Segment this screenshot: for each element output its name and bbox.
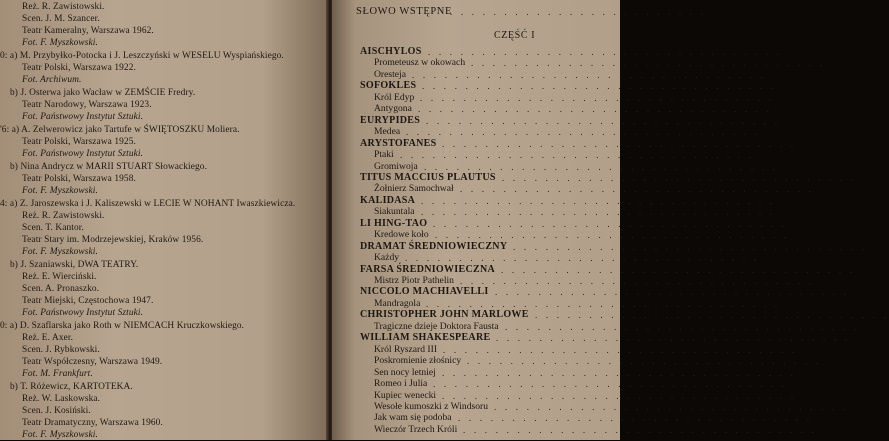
- toc-work-entry: Antygona: [374, 103, 412, 114]
- toc-work-entry: Medea: [374, 126, 401, 137]
- toc-dot-leader: . . . . . . . . . . . . . . . . . . . . . . . . . . . . . . . . .: [426, 299, 781, 309]
- part-one-heading: CZĘŚĆ I: [494, 30, 536, 41]
- toc-dot-leader: . . . . . . . . . . . . . . . . . . . . . . . . . . . . . . . . .: [400, 150, 755, 160]
- toc-dot-leader: . . . . . . . . . . . . . . . . . . . . . . . . . . . . . . . . .: [505, 322, 860, 332]
- toc-dot-leader: . . . . . . . . . . . . . . . . . . . . . . . . . . . . . . . . .: [442, 391, 797, 401]
- foreword-heading: SŁOWO WSTĘPNE: [356, 6, 452, 17]
- toc-work-entry: Kredowe koło: [374, 229, 429, 240]
- caption-line: Reż. R. Zawistowski.: [22, 2, 105, 12]
- toc-author-entry: AISCHYLOS: [360, 46, 422, 57]
- caption-line: Fot. M. Frankfurt.: [22, 369, 93, 379]
- toc-dot-leader: . . . . . . . . . . . . . . . . . . . . . . . . . . . . . . . . .: [442, 368, 797, 378]
- caption-line: Teatr Kameralny, Warszawa 1962.: [22, 26, 154, 36]
- toc-dot-leader: . . . . . . . . . . . . . . . . . . . . . . . . . . . . . . . . .: [471, 58, 826, 68]
- toc-author-entry: NICCOLO MACHIAVELLI: [360, 286, 489, 297]
- toc-dot-leader: . . . . . . . . . . . . . . . . . . . . . . . . . . . . . . . . .: [513, 242, 868, 252]
- caption-line: Teatr Miejski, Częstochowa 1947.: [22, 296, 154, 306]
- toc-dot-leader: . . . . . . . . . . . . . . . . . . . . . . . . . . . . . . . . .: [421, 207, 776, 217]
- toc-work-entry: Każdy: [374, 252, 400, 263]
- caption-line: Fot. Państwowy Instytut Sztuki.: [22, 308, 144, 318]
- caption-line: Fot. Państwowy Instytut Sztuki.: [22, 149, 144, 159]
- toc-work-entry: Mistrz Piotr Pathelin: [374, 275, 454, 286]
- toc-work-entry: Jak wam się podoba: [374, 412, 452, 423]
- toc-work-entry: Mandragola: [374, 298, 421, 309]
- toc-work-entry: Prometeusz w okowach: [374, 57, 466, 68]
- caption-line: Scen. J. Kosiński.: [22, 406, 91, 416]
- caption-line: Fot. Archiwum.: [22, 75, 82, 85]
- toc-work-entry: Wieczór Trzech Króli: [374, 424, 458, 435]
- toc-work-entry: Król Edyp: [374, 92, 415, 103]
- toc-dot-leader: . . . . . . . . . . . . . . . . . . . . . . . . . . . . . . . . .: [495, 287, 850, 297]
- toc-author-entry: FARSA ŚREDNIOWIECZNA: [360, 264, 496, 275]
- toc-work-entry: Poskromienie złośnicy: [374, 355, 462, 366]
- toc-dot-leader: . . . . . . . . . . . . . . . . . . . . . . . . . . . . . . . . .: [433, 379, 788, 389]
- caption-line: Teatr Dramatyczny, Warszawa 1960.: [22, 418, 163, 428]
- toc-author-entry: ARYSTOFANES: [360, 138, 437, 149]
- toc-work-entry: Siakuntala: [374, 206, 415, 217]
- caption-line: Reż. E. Axer.: [22, 333, 74, 343]
- toc-dot-leader: . . . . . . . . . . . . . . . . . . . . . . . . . . . . . . . . .: [422, 81, 777, 91]
- caption-line: Scen. A. Pronaszko.: [22, 284, 100, 294]
- caption-line: b) J. Osterwa jako Wacław w ZEMŚCIE Fredry.: [10, 88, 196, 98]
- caption-line: Teatr Polski, Warszawa 1922.: [22, 63, 136, 73]
- caption-line: Teatr Polski, Warszawa 1958.: [22, 174, 136, 184]
- toc-work-entry: Sen nocy letniej: [374, 367, 436, 378]
- toc-dot-leader: . . . . . . . . . . . . . . . . . . . . . . . . . . . . . . . . .: [442, 139, 797, 149]
- toc-dot-leader: . . . . . . . . . . . . . . . . . . . . . . . . . . . . . . . . .: [502, 173, 857, 183]
- caption-line: Teatr Stary im. Modrzejewskiej, Kraków 1956.: [22, 235, 204, 245]
- toc-author-entry: TITUS MACCIUS PLAUTUS: [360, 172, 496, 183]
- toc-dot-leader: . . . . . . . . . . . . . . . . . . . . . . . . . . . . . . . . .: [467, 356, 822, 366]
- caption-line: Fot. Państwowy Instytut Sztuki.: [22, 112, 144, 122]
- toc-dot-leader: . . . . . . . . . . . . . . . . . . . . . . . . . . . . . . . . .: [535, 310, 889, 320]
- toc-dot-leader: . . . . . . . . . . . . . . . . . . . . . . . . . . . . . . . . .: [412, 70, 767, 80]
- caption-line: Fot. F. Myszkowski.: [22, 247, 98, 257]
- toc-author-entry: CHRISTOPHER JOHN MARLOWE: [360, 309, 529, 320]
- toc-work-entry: Wesołe kumoszki z Windsoru: [374, 401, 489, 412]
- toc-dot-leader: . . . . . . . . . . . . . . . . . . . . . . . . . . . . . . . . .: [443, 345, 798, 355]
- caption-line: Teatr Współczesny, Warszawa 1949.: [22, 357, 163, 367]
- toc-dot-leader: . . . . . . . . . . . . . . . . . . . . . . . . . . . . . . . . .: [501, 265, 856, 275]
- toc-dot-leader: . . . . . . . . . . . . . . . . . . . . . . . . . . . . . . . . .: [433, 219, 788, 229]
- toc-work-entry: Gromiwoja: [374, 161, 418, 172]
- toc-dot-leader: . . . . . . . . . . . . . . . . . . . . . . . . . . . . . . . . .: [420, 93, 775, 103]
- caption-line: Fot. F. Myszkowski.: [22, 38, 98, 48]
- toc-work-entry: Kupiec wenecki: [374, 390, 437, 401]
- toc-work-entry: Oresteja: [374, 69, 406, 80]
- toc-dot-leader: . . . . . . . . . . . . . . . . . . . . . . . . . . . . . . . . .: [418, 104, 773, 114]
- toc-work-entry: Ptaki: [374, 149, 394, 160]
- toc-dot-leader: . . . . . . . . . . . . . . . . . . . . . . . . . . . . . . . . .: [406, 127, 761, 137]
- toc-author-entry: LI HING-TAO: [360, 218, 428, 229]
- toc-work-entry: Romeo i Julia: [374, 378, 428, 389]
- caption-line: Scen. J. Rybkowski.: [22, 345, 100, 355]
- caption-line: b) J. Szaniawski, DWA TEATRY.: [10, 260, 139, 270]
- toc-dot-leader: . . . . . . . . . . . . . . . . . . . . . . . . . . . . . . . . .: [421, 196, 776, 206]
- toc-author-entry: SOFOKLES: [360, 80, 417, 91]
- caption-line: 0: a) M. Przybyłko-Potocka i J. Leszczyński w WESELU Wyspiańskiego.: [0, 51, 284, 61]
- caption-line: Fot. F. Myszkowski.: [22, 430, 98, 440]
- caption-line: Reż. E. Wierciński.: [22, 272, 97, 282]
- toc-work-entry: Król Ryszard III: [374, 344, 438, 355]
- right-page-table-of-contents: [332, 0, 889, 440]
- toc-dot-leader: . . . . . . . . . . . . . . . . . . . . . . . . . . . . . . . . .: [426, 116, 781, 126]
- toc-dot-leader: . . . . . . . . . . . . . . . . . . . . . . . . . . . . . . . . .: [460, 184, 815, 194]
- caption-line: Fot. F. Myszkowski.: [22, 186, 98, 196]
- toc-author-entry: EURYPIDES: [360, 115, 421, 126]
- caption-line: Reż. W. Laskowska.: [22, 394, 101, 404]
- toc-dot-leader: . . . . . . . . . . . . . . . . . . . . . . . . . . . . . . . . .: [424, 162, 779, 172]
- toc-dot-leader: . . . . . . . . . . . . . . . . . . . . . . . . . . . . . . . . .: [460, 276, 815, 286]
- toc-dot-leader: . . . . . . . . . . . . . . . . . . . . . . . . . . . . . . . . .: [428, 47, 783, 57]
- toc-author-entry: KALIDASA: [360, 195, 416, 206]
- caption-line: Scen. J. M. Szancer.: [22, 14, 100, 24]
- caption-line: b) Nina Andrycz w MARII STUART Słowackiego.: [10, 162, 208, 172]
- toc-dot-leader: . . . . . . . . . . . . . . . . . . . . . . . . . . . . . . . . .: [496, 333, 851, 343]
- caption-line: b) T. Różewicz, KARTOTEKA.: [10, 382, 133, 392]
- toc-work-entry: Żołnierz Samochwał: [374, 183, 454, 194]
- caption-line: 0: a) D. Szaflarska jako Roth w NIEMCACH Kruczkowskiego.: [0, 321, 245, 331]
- toc-dot-leader: . . . . . . . . . . . . . . . . . . . . . . . . . . . . . . . . .: [463, 425, 818, 435]
- caption-line: '6: a) A. Zelwerowicz jako Tartufe w ŚWIĘTOSZKU Moliera.: [0, 125, 240, 135]
- left-page-photo-captions: [0, 0, 328, 440]
- toc-dot-leader: . . . . . . . . . . . . . . . . . . . . . . . . . . . . . . . . .: [458, 413, 813, 423]
- toc-dot-leader: . . . . . . . . . . . . . . . . . . . . . . . . . . . . . . . . .: [435, 230, 790, 240]
- caption-line: Scen. T. Kantor.: [22, 223, 84, 233]
- caption-line: Reż. R. Zawistowski.: [22, 211, 105, 221]
- toc-author-entry: DRAMAT ŚREDNIOWIECZNY: [360, 241, 508, 252]
- toc-dot-leader: . . . . . . . . . . . . . . . . . . . . . . . . . . . . . . . . .: [494, 402, 849, 412]
- foreword-leader: . . . . . . . . . . . . . . . . . . . . . . . .: [450, 7, 707, 17]
- toc-author-entry: WILLIAM SHAKESPEARE: [360, 332, 491, 343]
- caption-line: Teatr Polski, Warszawa 1925.: [22, 137, 136, 147]
- toc-dot-leader: . . . . . . . . . . . . . . . . . . . . . . . . . . . . . . . . .: [405, 253, 760, 263]
- caption-line: 4: a) Z. Jaroszewska i J. Kaliszewski w LECIE W NOHANT Iwaszkiewicza.: [0, 199, 296, 209]
- toc-work-entry: Tragiczne dzieje Doktora Fausta: [374, 321, 499, 332]
- caption-line: Teatr Narodowy, Warszawa 1923.: [22, 100, 152, 110]
